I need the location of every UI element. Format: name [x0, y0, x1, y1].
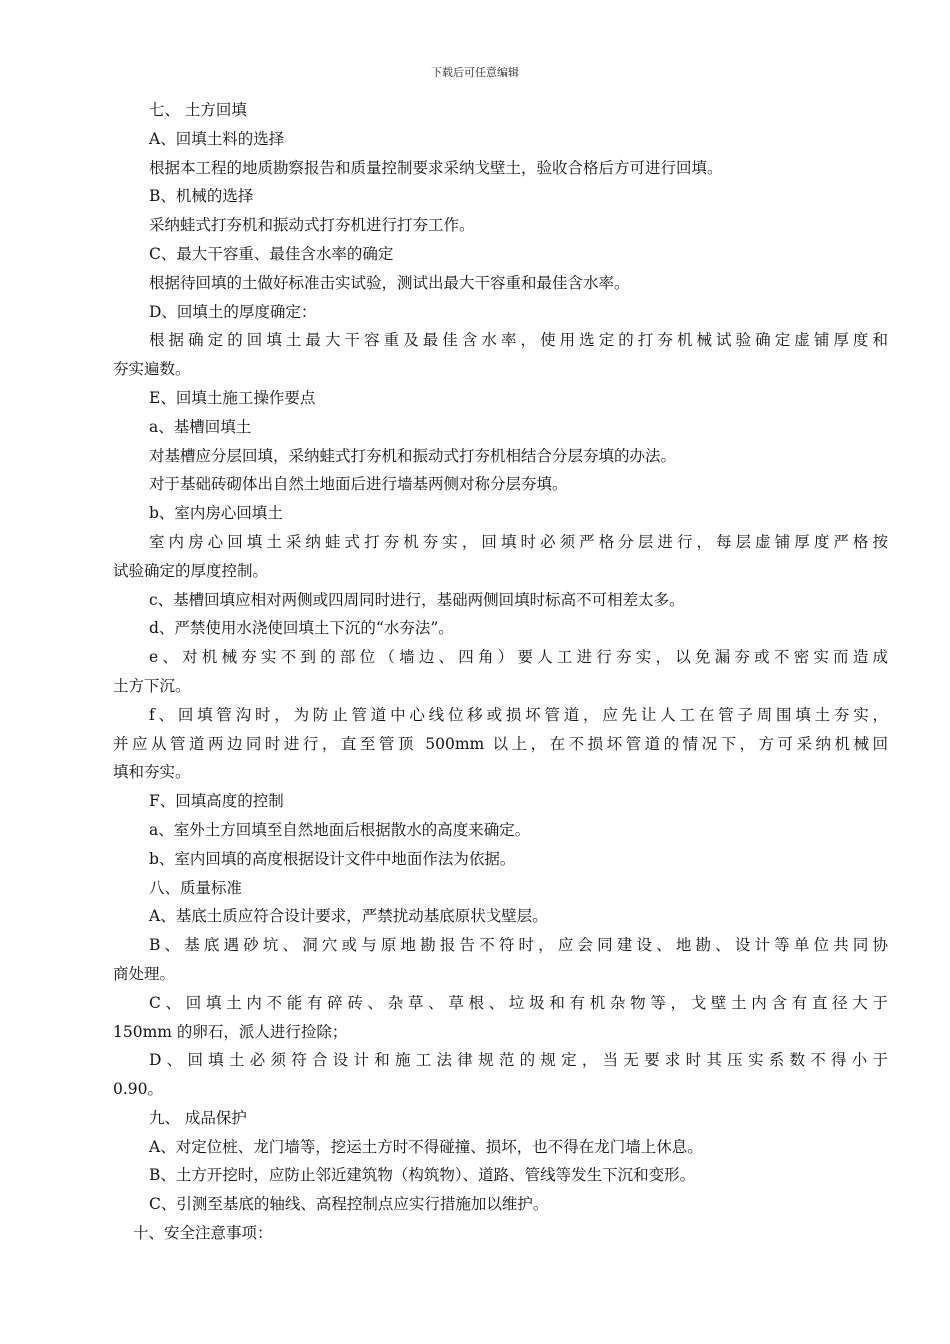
- document-line: 商处理。: [113, 964, 176, 983]
- document-line: 150mm 的卵石，派人进行捡除；: [113, 1022, 348, 1041]
- document-line: F、回填高度的控制: [149, 792, 284, 811]
- document-line: C、引测至基底的轴线、高程控制点应实行措施加以维护。: [149, 1195, 549, 1214]
- document-line: 试验确定的厚度控制。: [113, 561, 269, 580]
- document-line: C、回填土内不能有碎砖、杂草、草根、垃圾和有机杂物等，戈壁土内含有直径大于: [149, 993, 888, 1012]
- document-line: 0.90。: [113, 1080, 164, 1099]
- document-line: c、基槽回填应相对两侧或四周同时进行，基础两侧回填时标高不可相差太多。: [149, 590, 685, 609]
- document-line: D、回填土的厚度确定：: [149, 302, 317, 321]
- document-line: 九、 成品保护: [149, 1108, 247, 1127]
- document-body: [113, 96, 888, 1248]
- document-line: 土方下沉。: [113, 676, 191, 695]
- document-line: 根据确定的回填土最大干容重及最佳含水率，使用选定的打夯机械试验确定虚铺厚度和: [149, 331, 888, 350]
- document-line: E、回填土施工操作要点: [149, 388, 316, 407]
- document-line: a、基槽回填土: [149, 417, 252, 436]
- document-line: b、室内房心回填土: [149, 504, 283, 523]
- document-line: 填和夯实。: [113, 763, 191, 782]
- document-line: A、回填土料的选择: [149, 129, 285, 148]
- document-line: d、严禁使用水浇使回填土下沉的“水夯法”。: [149, 619, 454, 638]
- document-line: A、基底土质应符合设计要求，严禁扰动基底原状戈壁层。: [149, 907, 548, 926]
- document-line: 对基槽应分层回填，采纳蛙式打夯机和振动式打夯机相结合分层夯填的办法。: [149, 446, 677, 465]
- document-line: 室内房心回填土采纳蛙式打夯机夯实，回填时必须严格分层进行，每层虚铺厚度严格按: [149, 532, 888, 551]
- document-line: 根据待回填的土做好标准击实试验，测试出最大干容重和最佳含水率。: [149, 273, 630, 292]
- document-line: 八、质量标准: [149, 878, 243, 897]
- document-line: b、室内回填的高度根据设计文件中地面作法为依据。: [149, 849, 516, 868]
- page-header-note: 下载后可任意编辑: [431, 66, 519, 79]
- document-line: 七、 土方回填: [149, 101, 247, 119]
- document-line: A、对定位桩、龙门墙等，挖运土方时不得碰撞、损坏，也不得在龙门墙上休息。: [149, 1137, 703, 1156]
- document-line: 采纳蛙式打夯机和振动式打夯机进行打夯工作。: [149, 216, 475, 235]
- document-line: 夯实遍数。: [113, 360, 191, 379]
- document-line: D、回填土必须符合设计和施工法律规范的规定，当无要求时其压实系数不得小于: [149, 1051, 888, 1070]
- document-line: B、土方开挖时，应防止邻近建筑物（构筑物）、道路、管线等发生下沉和变形。: [149, 1166, 696, 1185]
- document-line: 十、安全注意事项：: [133, 1224, 273, 1243]
- document-line: 并应从管道两边同时进行，直至管顶 500mm 以上，在不损坏管道的情况下，方可采纳机械回: [113, 734, 888, 753]
- document-line: B、机械的选择: [149, 187, 254, 206]
- document-line: C、最大干容重、最佳含水率的确定: [149, 244, 394, 263]
- document-line: B、基底遇砂坑、洞穴或与原地勘报告不符时，应会同建设、地勘、设计等单位共同协: [149, 936, 888, 955]
- document-line: a、室外土方回填至自然地面后根据散水的高度来确定。: [149, 820, 531, 839]
- document-line: 对于基础砖砌体出自然土地面后进行墙基两侧对称分层夯填。: [149, 475, 568, 494]
- document-line: f、回填管沟时，为防止管道中心线位移或损坏管道，应先让人工在管子周围填土夯实，: [149, 705, 888, 724]
- document-line: 根据本工程的地质勘察报告和质量控制要求采纳戈壁土，验收合格后方可进行回填。: [149, 158, 723, 177]
- document-line: e、对机械夯实不到的部位（墙边、四角）要人工进行夯实，以免漏夯或不密实而造成: [149, 648, 888, 667]
